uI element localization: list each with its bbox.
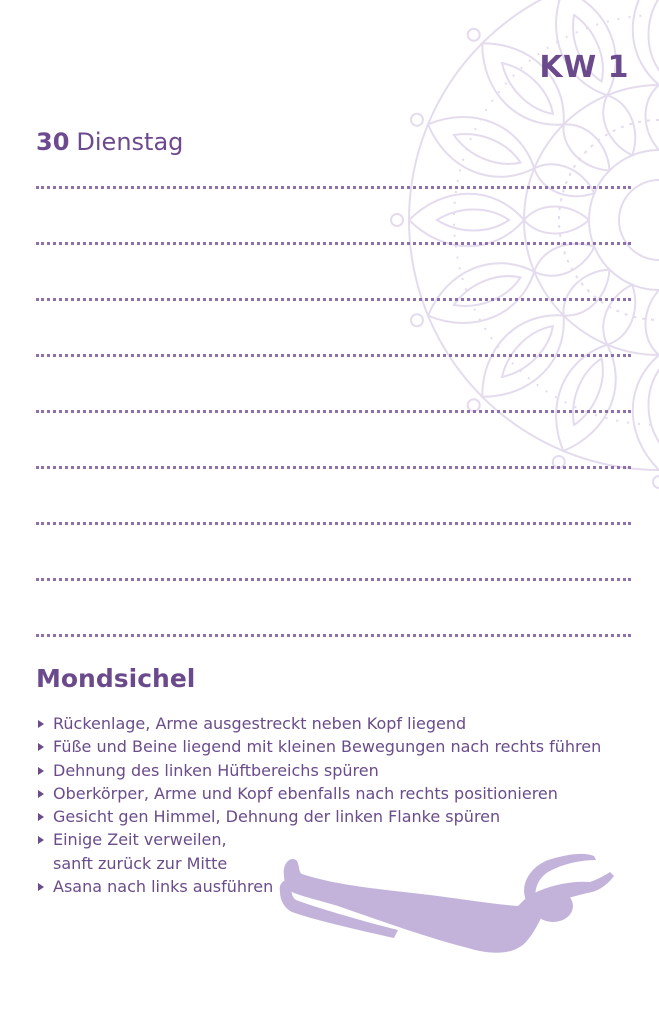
step-text: Asana nach links ausführen — [53, 877, 274, 897]
step-text: Gesicht gen Himmel, Dehnung der linken Flanke spüren — [53, 807, 501, 827]
triangle-right-icon — [38, 790, 44, 798]
dotted-line — [36, 410, 631, 413]
dotted-line — [36, 578, 631, 581]
step-item — [38, 805, 601, 828]
step-text: Füße und Beine liegend mit kleinen Bewegungen nach rechts führen — [53, 737, 602, 757]
triangle-right-icon — [38, 836, 44, 844]
triangle-right-icon — [38, 720, 44, 728]
dotted-line — [36, 298, 631, 301]
dotted-line — [36, 242, 631, 245]
step-text: Oberkörper, Arme und Kopf ebenfalls nach rechts positionieren — [53, 783, 558, 803]
step-text: Einige Zeit verweilen, — [53, 830, 227, 850]
triangle-right-icon — [38, 883, 44, 891]
exercise-title: Mondsichel — [36, 664, 196, 693]
dotted-line — [36, 186, 631, 189]
triangle-right-icon — [38, 743, 44, 751]
step-item — [38, 735, 601, 758]
step-item — [38, 712, 601, 735]
dotted-line — [36, 466, 631, 469]
triangle-right-icon — [38, 813, 44, 821]
step-text: Dehnung des linken Hüftbereichs spüren — [53, 760, 379, 780]
triangle-right-icon — [38, 767, 44, 775]
dotted-line — [36, 354, 631, 357]
day-heading — [36, 128, 183, 156]
step-text: Rückenlage, Arme ausgestreckt neben Kopf liegend — [53, 714, 467, 733]
dotted-line — [36, 634, 631, 637]
week-label: KW 1 — [539, 50, 629, 85]
day-weekday: Dienstag — [76, 128, 184, 156]
dotted-line — [36, 522, 631, 525]
crescent-pose-figure — [278, 848, 618, 958]
day-number: 30 — [36, 128, 70, 156]
step-text: sanft zurück zur Mitte — [53, 853, 228, 873]
step-item — [38, 759, 601, 782]
step-item — [38, 782, 601, 805]
